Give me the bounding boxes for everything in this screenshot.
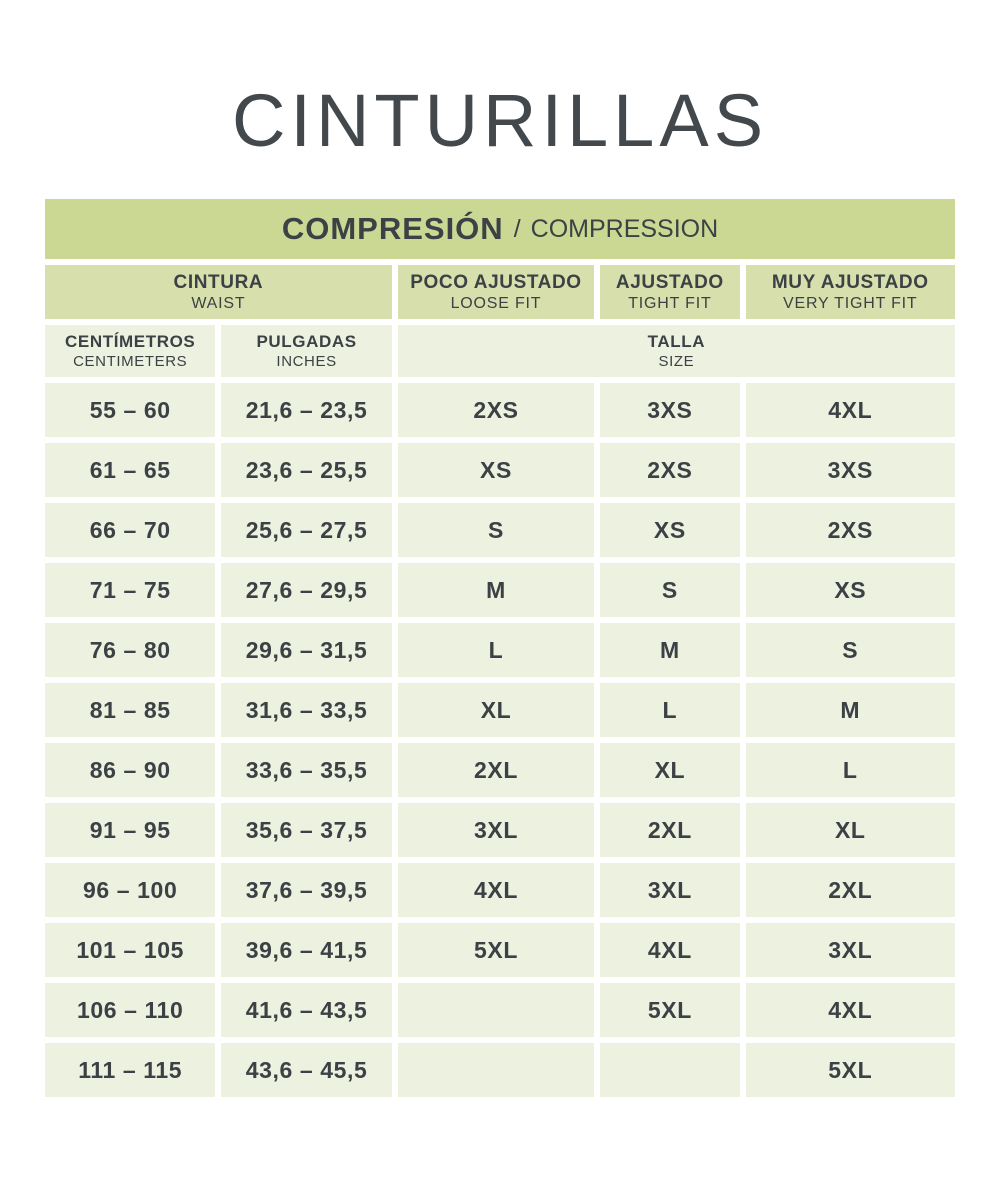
subheader-inches xyxy=(221,325,391,377)
table-cell-cm-row7: 86 – 90 xyxy=(45,743,215,797)
table-cell-inches-row7: 33,6 – 35,5 xyxy=(221,743,391,797)
table-cell-loose-fit-size-row7: 2XL xyxy=(398,743,594,797)
table-cell-very-tight-fit-size-row4: XS xyxy=(746,563,955,617)
header-cintura-es: CINTURA xyxy=(173,271,264,293)
table-cell-cm-row2: 61 – 65 xyxy=(45,443,215,497)
table-cell-loose-fit-size-row6: XL xyxy=(398,683,594,737)
subheader-inches-en: INCHES xyxy=(276,353,337,370)
table-cell-very-tight-fit-size-row8: XL xyxy=(746,803,955,857)
table-cell-very-tight-fit-size-row2: 3XS xyxy=(746,443,955,497)
header-loose-fit xyxy=(398,265,594,319)
table-cell-very-tight-fit-size-row1: 4XL xyxy=(746,383,955,437)
table-cell-cm-row5: 76 – 80 xyxy=(45,623,215,677)
table-cell-tight-fit-size-row10: 4XL xyxy=(600,923,739,977)
table-cell-cm-row11: 106 – 110 xyxy=(45,983,215,1037)
table-cell-tight-fit-size-row1: 3XS xyxy=(600,383,739,437)
table-cell-loose-fit-size-row9: 4XL xyxy=(398,863,594,917)
table-cell-loose-fit-size-row3: S xyxy=(398,503,594,557)
table-cell-tight-fit-size-row5: M xyxy=(600,623,739,677)
table-cell-very-tight-fit-size-row6: M xyxy=(746,683,955,737)
table-cell-tight-fit-size-row6: L xyxy=(600,683,739,737)
header-very-tight-fit-es: MUY AJUSTADO xyxy=(771,271,929,293)
table-cell-tight-fit-size-row7: XL xyxy=(600,743,739,797)
table-cell-very-tight-fit-size-row7: L xyxy=(746,743,955,797)
compression-banner xyxy=(45,199,955,259)
subheader-centimeters xyxy=(45,325,215,377)
table-cell-inches-row11: 41,6 – 43,5 xyxy=(221,983,391,1037)
header-cintura-en: WAIST xyxy=(191,294,246,312)
table-cell-inches-row4: 27,6 – 29,5 xyxy=(221,563,391,617)
banner-title-en: COMPRESSION xyxy=(530,214,719,243)
table-cell-cm-row9: 96 – 100 xyxy=(45,863,215,917)
table-cell-inches-row3: 25,6 – 27,5 xyxy=(221,503,391,557)
table-cell-cm-row3: 66 – 70 xyxy=(45,503,215,557)
page-title: CINTURILLAS xyxy=(231,79,769,162)
table-cell-cm-row10: 101 – 105 xyxy=(45,923,215,977)
subheader-size-en: SIZE xyxy=(658,353,695,370)
table-cell-inches-row2: 23,6 – 25,5 xyxy=(221,443,391,497)
table-cell-loose-fit-size-row2: XS xyxy=(398,443,594,497)
table-cell-loose-fit-size-row8: 3XL xyxy=(398,803,594,857)
table-cell-tight-fit-size-row8: 2XL xyxy=(600,803,739,857)
header-very-tight-fit xyxy=(746,265,955,319)
table-cell-tight-fit-size-row9: 3XL xyxy=(600,863,739,917)
header-tight-fit-en: TIGHT FIT xyxy=(628,294,712,312)
header-loose-fit-es: POCO AJUSTADO xyxy=(410,271,582,293)
size-chart xyxy=(45,199,955,1097)
table-cell-very-tight-fit-size-row12: 5XL xyxy=(746,1043,955,1097)
header-very-tight-fit-en: VERY TIGHT FIT xyxy=(783,294,918,312)
table-cell-tight-fit-size-row2: 2XS xyxy=(600,443,739,497)
subheader-centimeters-en: CENTIMETERS xyxy=(73,353,188,370)
table-cell-tight-fit-size-row11: 5XL xyxy=(600,983,739,1037)
table-cell-inches-row1: 21,6 – 23,5 xyxy=(221,383,391,437)
table-cell-loose-fit-size-row12 xyxy=(398,1043,594,1097)
table-cell-very-tight-fit-size-row11: 4XL xyxy=(746,983,955,1037)
table-cell-cm-row8: 91 – 95 xyxy=(45,803,215,857)
table-cell-very-tight-fit-size-row9: 2XL xyxy=(746,863,955,917)
table-cell-inches-row9: 37,6 – 39,5 xyxy=(221,863,391,917)
table-cell-inches-row5: 29,6 – 31,5 xyxy=(221,623,391,677)
banner-title-es: COMPRESIÓN xyxy=(281,211,504,246)
table-cell-inches-row6: 31,6 – 33,5 xyxy=(221,683,391,737)
table-cell-loose-fit-size-row11 xyxy=(398,983,594,1037)
table-cell-loose-fit-size-row10: 5XL xyxy=(398,923,594,977)
table-cell-inches-row8: 35,6 – 37,5 xyxy=(221,803,391,857)
table-cell-cm-row6: 81 – 85 xyxy=(45,683,215,737)
banner-divider: / xyxy=(513,214,521,243)
table-cell-inches-row10: 39,6 – 41,5 xyxy=(221,923,391,977)
subheader-inches-es: PULGADAS xyxy=(256,332,357,351)
table-cell-tight-fit-size-row4: S xyxy=(600,563,739,617)
subheader-size-es: TALLA xyxy=(647,332,706,351)
table-cell-loose-fit-size-row4: M xyxy=(398,563,594,617)
table-cell-inches-row12: 43,6 – 45,5 xyxy=(221,1043,391,1097)
table-cell-loose-fit-size-row5: L xyxy=(398,623,594,677)
header-tight-fit xyxy=(600,265,739,319)
header-cintura xyxy=(45,265,392,319)
header-loose-fit-en: LOOSE FIT xyxy=(450,294,542,312)
header-tight-fit-es: AJUSTADO xyxy=(615,271,724,293)
table-cell-very-tight-fit-size-row10: 3XL xyxy=(746,923,955,977)
subheader-size xyxy=(398,325,955,377)
subheader-centimeters-es: CENTÍMETROS xyxy=(65,332,196,351)
table-cell-tight-fit-size-row3: XS xyxy=(600,503,739,557)
size-table-grid xyxy=(45,265,955,1097)
table-cell-loose-fit-size-row1: 2XS xyxy=(398,383,594,437)
table-cell-cm-row4: 71 – 75 xyxy=(45,563,215,617)
table-cell-very-tight-fit-size-row5: S xyxy=(746,623,955,677)
table-cell-tight-fit-size-row12 xyxy=(600,1043,739,1097)
table-cell-very-tight-fit-size-row3: 2XS xyxy=(746,503,955,557)
table-cell-cm-row12: 111 – 115 xyxy=(45,1043,215,1097)
table-cell-cm-row1: 55 – 60 xyxy=(45,383,215,437)
